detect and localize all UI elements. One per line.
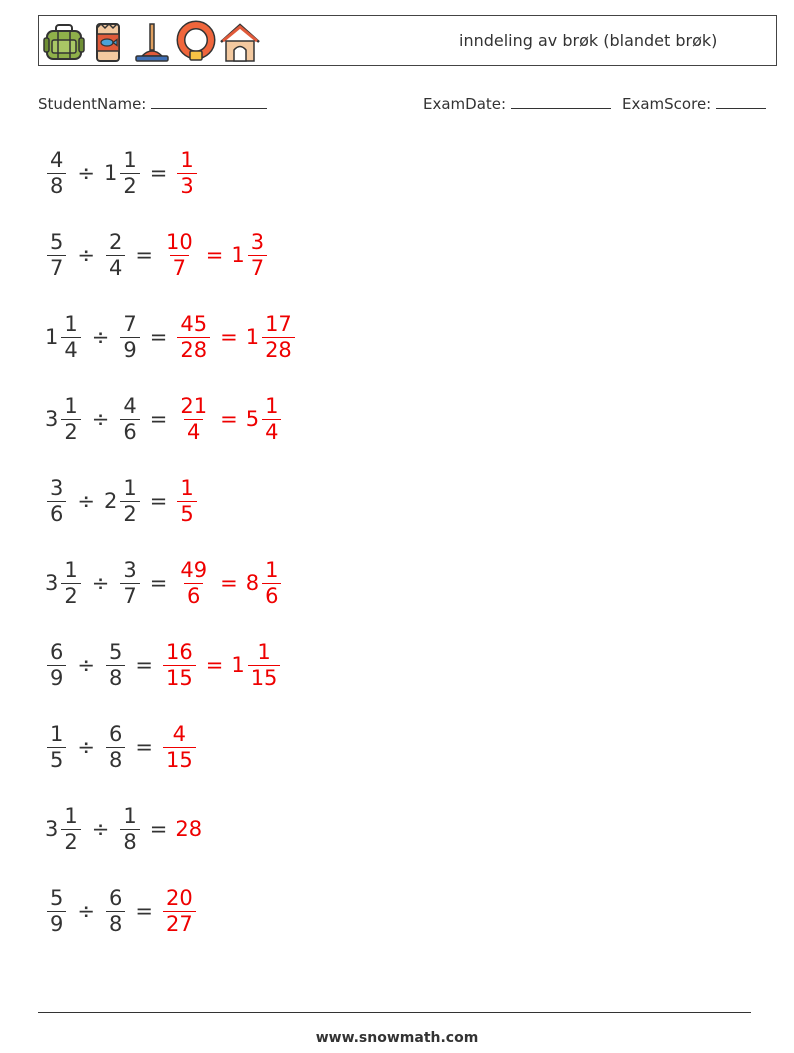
answer: [175, 148, 198, 199]
denominator: 28: [177, 337, 210, 363]
worksheet-title: inndeling av brøk (blandet brøk): [459, 31, 718, 50]
divisor: [118, 804, 141, 855]
numerator: 1: [257, 639, 271, 664]
divide-sign: ÷: [91, 325, 110, 349]
fraction: [61, 312, 80, 363]
life-ring-icon: [174, 20, 218, 64]
student-name-label: StudentName:: [38, 95, 147, 113]
dividend: [45, 722, 68, 773]
answer-improper-fraction: [175, 558, 212, 609]
fraction: [248, 640, 281, 691]
fraction: [106, 886, 125, 937]
answer-equals-sign: =: [205, 653, 224, 677]
answer: [175, 394, 283, 445]
answer-improper-fraction: [175, 312, 212, 363]
fraction: [163, 230, 196, 281]
whole-number: 8: [245, 571, 260, 595]
dividend: [45, 476, 68, 527]
answer-improper-fraction: [175, 394, 212, 445]
answer-equals-sign: =: [220, 571, 238, 595]
whole-number: 3: [45, 407, 59, 431]
answer-equals-sign: =: [220, 325, 238, 349]
denominator: 8: [106, 665, 125, 691]
divisor: [104, 722, 127, 773]
denominator: 9: [120, 337, 139, 363]
problem-row: [45, 388, 283, 450]
numerator: 1: [64, 393, 78, 418]
denominator: 2: [61, 829, 80, 855]
divisor: [118, 394, 141, 445]
footer-divider: [38, 1012, 751, 1013]
answer-mixed-number: [231, 230, 269, 281]
equals-sign: =: [149, 161, 168, 185]
denominator: 8: [106, 911, 125, 937]
answer-improper-fraction: [161, 640, 198, 691]
answer-equals-sign: =: [220, 407, 238, 431]
whole-number: 3: [45, 817, 59, 841]
numerator: 1: [123, 475, 137, 500]
fraction: [177, 394, 210, 445]
whole-number: 1: [45, 325, 59, 349]
fraction: [163, 886, 196, 937]
dividend: [45, 230, 68, 281]
fraction: [163, 640, 196, 691]
denominator: 2: [120, 173, 139, 199]
numerator: 1: [64, 803, 78, 828]
dividend: [45, 886, 68, 937]
answer-improper-fraction: [161, 886, 198, 937]
numerator: 4: [123, 393, 137, 418]
answer: [161, 640, 282, 691]
worksheet-header: [38, 15, 777, 66]
dividend: [45, 558, 83, 609]
footer-url: www.snowmath.com: [315, 1030, 479, 1046]
answer: [175, 817, 202, 841]
denominator: 6: [47, 501, 66, 527]
equals-sign: =: [149, 407, 168, 431]
denominator: 4: [184, 419, 203, 445]
denominator: 8: [120, 829, 139, 855]
numerator: 1: [265, 557, 279, 582]
dividend: [45, 394, 83, 445]
numerator: 5: [108, 639, 123, 664]
fraction: [47, 886, 66, 937]
denominator: 2: [120, 501, 139, 527]
whole-number: 3: [45, 571, 59, 595]
fish-food-bag-icon: [86, 20, 130, 64]
fraction: [262, 558, 281, 609]
whole-number: 1: [231, 653, 245, 677]
dividend: [45, 640, 68, 691]
numerator: 6: [108, 885, 123, 910]
equals-sign: =: [135, 653, 153, 677]
fraction: [177, 476, 196, 527]
fraction: [120, 804, 139, 855]
denominator: 28: [262, 337, 295, 363]
equals-sign: =: [149, 817, 168, 841]
denominator: 6: [120, 419, 139, 445]
divide-sign: ÷: [77, 735, 95, 759]
numerator: 1: [64, 557, 78, 582]
divide-sign: ÷: [77, 653, 95, 677]
equals-sign: =: [149, 489, 168, 513]
denominator: 3: [177, 173, 196, 199]
fraction: [262, 312, 295, 363]
student-name-blank[interactable]: [151, 94, 267, 109]
divide-sign: ÷: [77, 489, 95, 513]
divisor: [104, 148, 142, 199]
denominator: 7: [47, 255, 66, 281]
numerator: 3: [50, 475, 64, 500]
fraction: [262, 394, 281, 445]
numerator: 20: [165, 885, 193, 910]
numerator: 1: [64, 311, 78, 336]
exam-score-field: [622, 94, 766, 113]
problem-row: [45, 142, 199, 204]
divisor: [104, 230, 127, 281]
numerator: 1: [265, 393, 279, 418]
whole-number: 1: [231, 243, 245, 267]
numerator: 1: [180, 475, 194, 500]
numerator: 49: [180, 557, 208, 582]
answer-mixed-number: [231, 640, 282, 691]
fraction: [177, 558, 210, 609]
denominator: 15: [163, 665, 196, 691]
answer: [161, 230, 269, 281]
fraction: [120, 148, 139, 199]
problem-row: [45, 224, 269, 286]
denominator: 9: [47, 911, 66, 937]
fraction: [248, 230, 267, 281]
divisor: [118, 312, 141, 363]
fraction: [61, 558, 80, 609]
equals-sign: =: [149, 571, 168, 595]
whole-number: 2: [103, 489, 118, 513]
fraction: [120, 558, 139, 609]
equals-sign: =: [149, 325, 168, 349]
numerator: 17: [265, 311, 292, 336]
divide-sign: ÷: [77, 243, 95, 267]
divide-sign: ÷: [91, 407, 110, 431]
backpack-icon: [42, 20, 86, 64]
dividend: [45, 312, 83, 363]
denominator: 4: [106, 255, 125, 281]
denominator: 5: [47, 747, 66, 773]
numerator: 1: [50, 721, 64, 746]
equals-sign: =: [135, 735, 153, 759]
fraction: [120, 312, 139, 363]
problem-row: [45, 880, 198, 942]
denominator: 5: [177, 501, 196, 527]
fraction: [106, 230, 125, 281]
denominator: 2: [61, 583, 80, 609]
divide-sign: ÷: [77, 161, 95, 185]
denominator: 4: [61, 337, 80, 363]
denominator: 7: [248, 255, 267, 281]
divide-sign: ÷: [91, 571, 110, 595]
fraction: [47, 476, 66, 527]
divide-sign: ÷: [91, 817, 110, 841]
denominator: 27: [163, 911, 196, 937]
answer-equals-sign: =: [205, 243, 224, 267]
problem-row: [45, 716, 198, 778]
numerator: 45: [180, 311, 208, 336]
fraction: [177, 312, 210, 363]
exam-score-label: ExamScore:: [622, 95, 712, 113]
numerator: 1: [123, 147, 137, 172]
equals-sign: =: [135, 899, 153, 923]
fraction: [61, 394, 80, 445]
numerator: 2: [108, 229, 123, 254]
exam-score-blank[interactable]: [716, 94, 766, 109]
answer: [161, 886, 198, 937]
denominator: 8: [47, 173, 66, 199]
numerator: 21: [180, 393, 208, 418]
problem-row: [45, 634, 282, 696]
answer: [175, 312, 296, 363]
divisor: [104, 640, 127, 691]
answer: [161, 722, 198, 773]
dividend: [45, 804, 83, 855]
dividend: [45, 148, 68, 199]
answer-mixed-number: [246, 394, 284, 445]
divisor: [118, 558, 141, 609]
numerator: 4: [50, 147, 64, 172]
answer-mixed-number: [246, 558, 284, 609]
fraction: [47, 640, 66, 691]
fraction: [177, 148, 196, 199]
header-icons: [42, 20, 262, 64]
numerator: 7: [123, 311, 137, 336]
answer-improper-fraction: [175, 148, 198, 199]
divisor: [104, 476, 142, 527]
whole-number: 1: [245, 325, 260, 349]
dog-house-icon: [218, 20, 262, 64]
answer: [175, 558, 283, 609]
numerator: 4: [172, 721, 187, 746]
answer-improper-fraction: [175, 476, 198, 527]
fraction: [47, 148, 66, 199]
numerator: 5: [50, 885, 64, 910]
numerator: 1: [123, 803, 137, 828]
fraction: [120, 394, 139, 445]
numerator: 1: [180, 147, 194, 172]
plunger-icon: [130, 20, 174, 64]
denominator: 9: [47, 665, 66, 691]
fraction: [61, 804, 80, 855]
exam-date-label: ExamDate:: [423, 95, 507, 113]
numerator: 6: [50, 639, 64, 664]
denominator: 15: [248, 665, 281, 691]
numerator: 10: [165, 229, 193, 254]
fraction: [47, 722, 66, 773]
equals-sign: =: [135, 243, 153, 267]
denominator: 4: [262, 419, 281, 445]
denominator: 8: [106, 747, 125, 773]
fraction: [106, 640, 125, 691]
divisor: [104, 886, 127, 937]
exam-date-blank[interactable]: [511, 94, 611, 109]
denominator: 6: [262, 583, 281, 609]
divide-sign: ÷: [77, 899, 95, 923]
numerator: 5: [50, 229, 64, 254]
fraction: [120, 476, 139, 527]
denominator: 15: [163, 747, 196, 773]
fraction: [47, 230, 66, 281]
whole-number: 5: [245, 407, 260, 431]
answer-improper-fraction: [161, 722, 198, 773]
exam-date-field: [423, 94, 611, 113]
answer: [175, 476, 198, 527]
numerator: 6: [108, 721, 123, 746]
fraction: [163, 722, 196, 773]
student-name-field: [38, 94, 267, 113]
denominator: 6: [184, 583, 203, 609]
problem-row: [45, 470, 199, 532]
numerator: 16: [165, 639, 193, 664]
problem-row: [45, 552, 283, 614]
denominator: 7: [120, 583, 139, 609]
fraction: [106, 722, 125, 773]
numerator: 3: [123, 557, 137, 582]
denominator: 7: [170, 255, 189, 281]
problem-row: [45, 798, 202, 860]
answer-improper-fraction: [161, 230, 198, 281]
problem-row: [45, 306, 297, 368]
denominator: 2: [61, 419, 80, 445]
whole-number: 1: [103, 161, 118, 185]
numerator: 3: [250, 229, 265, 254]
answer-whole: 28: [175, 817, 203, 841]
answer-mixed-number: [246, 312, 297, 363]
